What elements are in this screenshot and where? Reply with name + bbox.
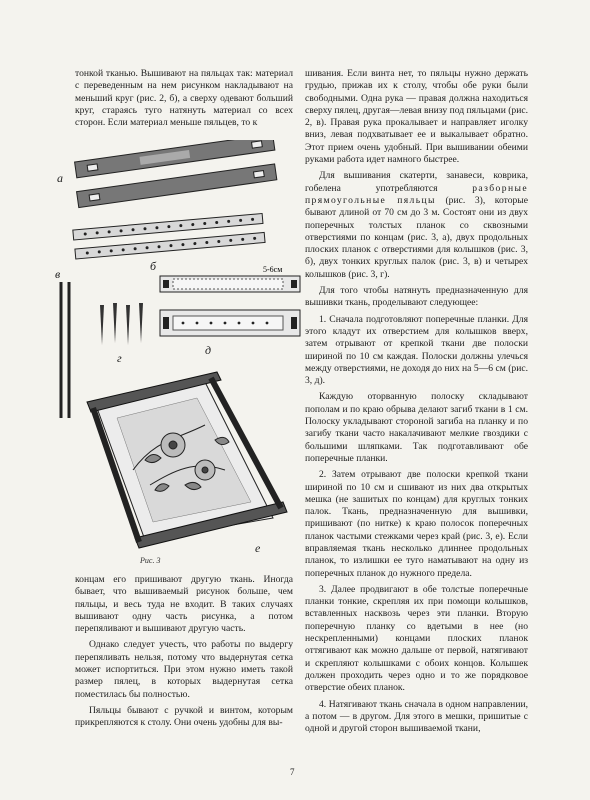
paragraph: 4. Натягивают ткань сначала в одном направлении, а потом — в другом. Для этого в мешки, пришитые с одной и другой сторон вышиваемой ткани, [305,698,528,735]
paragraph: Пяльцы бывают с ручкой и винтом, которым прикрепляются к столу. Они очень удобны для вы- [75,704,293,729]
paragraph: шивания. Если винта нет, то пяльцы нужно держать грудью, прижав их к столу, чтобы обе руки были свободными. Одна рука — правая должна находиться сверху пялец, другая—левая внизу под пяльцами (рис. 2, в). Правая рука прокалывает и направляет иголку вниз, левая подхватывает ее и выкалывает обратно. Этот прием очень удобный. При вышивании обеими руками работа идет намного быстрее. [305,68,529,166]
plank-with-strip-d [160,265,300,357]
paragraph: концам его пришивают другую ткань. Иногда бывает, что вышиваемый рисунок больше, чем пяльцы, и весь туда не входит. В таких случаях вышивают одну часть рисунка, а потом перепяливают и вышивают другую часть. [75,574,293,635]
spaced-term: разборные прямоугольные пяльцы [305,182,528,206]
label-v: в [55,267,61,281]
paragraph: 2. Затем отрывают две полоски крепкой ткани шириной по 10 см и сшивают из них два открытых мешка (не зашитых по концам) для круглых тонких палок. Ткань, предназначенную для вышивки, пришивают (по нитке) к краю полосок поперечных планок частыми стежками через край (рис. 3, е). Если вправляемая ткань несколько длиннее продольных планок, то излишки ее туго наматывают на одну из поперечных планок до нужного предела. [305,469,528,579]
paragraph: Каждую оторванную полоску складывают пополам и по краю обрыва делают загиб ткани в 1 см. Полоску укладывают стороной загиба на планку и по загибу ткани часто накалачивают мелкие гвоздики с большими шляпками. Так подготавливают обе поперечные планки. [305,391,528,464]
paragraph [305,170,528,281]
text-span: Для вышивания скатерти, занавеси, коврика, гобелена употребляются [305,170,528,194]
label-b: б [150,259,157,273]
thin-rods-v [55,267,69,418]
pegs-g [100,303,143,365]
left-column-bottom [75,574,293,730]
text-span: (рис. 3), которые бывают длиной от 70 см до 3 м. Состоят они из двух поперечных толстых планок со сквозными отверстиями по концам (рис. 3, а), двух продольных плоских планок с отверстиями для колышков (рис. 3, б), двух тонких круглых палок (рис. 3, в) и четырех колышков (рис. 3, г). [305,194,529,280]
assembled-frame-e [87,372,287,555]
flat-plank-b [73,213,265,273]
right-column [305,68,528,735]
paragraph: тонкой тканью. Вышивают на пяльцах так: материал с переведенным на нем рисунком накладывают на меньший круг (рис. 2, б), а сверху одевают больший круг, стараясь туго натянуть материал со всех сторон. Если материал меньше пяльцев, то к [75,68,293,129]
figure-caption: Рис. 3 [140,556,161,565]
paragraph: Однако следует учесть, что работы по выдергу перепяливать нельзя, потому что выдернутая сетка может испортиться. При этом нужно иметь такой размер пялец, в которых выдернутая сетка поместилась бы полностью. [75,639,293,700]
label-a: а [57,171,63,185]
figure-3-embroidery-frame [55,140,307,565]
label-g: г [117,351,122,365]
thick-plank-a [57,140,277,208]
label-e: е [255,541,261,555]
label-d: д [205,343,212,357]
page-number: 7 [290,767,295,777]
paragraph: 1. Сначала подготовляют поперечные планки. Для этого кладут их отверстием для колышков вверх, затем отрывают от крепкой ткани две полоски шириной по 10 см каждая. Полоски должны улечься между отверстиями, не доходя до них на 5—6 см (рис. 3, д). [305,313,528,387]
paragraph: 3. Далее продвигают в обе толстые поперечные планки тонкие, скрепляя их при помощи колышков, вставленных насквозь через эти планки. Вторую поперечную планку со вдетыми в нее (но нескрепленными) концами плоских планок оттягивают как можно дальше от первой, натягивают и скрепляют колышками с обоих концов. Колышек должен проходить через одно и то же порядковое отверстие обеих планок. [305,583,528,694]
label-size: 5-6см [263,265,283,274]
left-column-top [75,68,293,129]
paragraph: Для того чтобы натянуть предназначенную для вышивки ткань, проделывают следующее: [305,285,528,309]
